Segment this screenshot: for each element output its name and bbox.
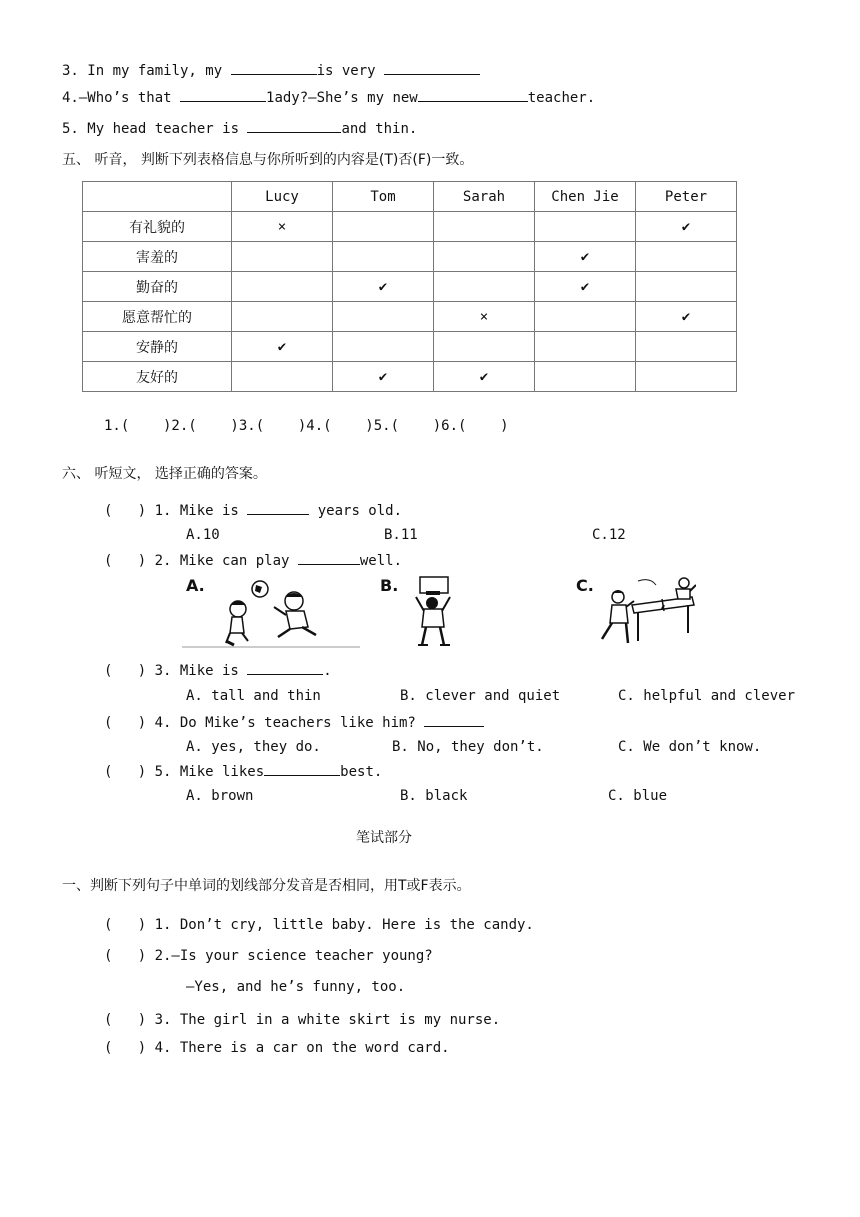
cell-mark [333, 332, 434, 362]
cell-mark [333, 302, 434, 332]
cell-mark [636, 362, 737, 392]
q2-option-a-label[interactable]: A. [186, 576, 205, 595]
answer-blank[interactable] [231, 60, 317, 75]
q4-option-a[interactable]: A. yes, they do. [186, 739, 321, 755]
cell-mark: ✔ [535, 272, 636, 302]
q3-option-a[interactable]: A. tall and thin [186, 688, 321, 704]
written-heading: 笔试部分 [356, 830, 412, 846]
table-corner [83, 182, 232, 212]
question-5: ( ) 5. Mike likes best. [104, 761, 382, 782]
cell-mark [636, 242, 737, 272]
trait-table [82, 181, 737, 392]
question-3: ( ) 3. Mike is . [104, 660, 332, 681]
ping-pong-players-icon[interactable] [598, 575, 696, 649]
basketball-players-icon[interactable] [408, 575, 462, 649]
col-header: Tom [333, 182, 434, 212]
row-label: 愿意帮忙的 [83, 302, 232, 332]
cell-mark [434, 212, 535, 242]
section5-title: 五、 听音， 判断下列表格信息与你所听到的内容是(T)否(F)一致。 [62, 152, 474, 168]
fill-in-3: 3. In my family, my is very [62, 60, 480, 81]
fill-in-5: 5. My head teacher is and thin. [62, 118, 417, 139]
answer-blank[interactable] [180, 87, 266, 102]
cell-mark [535, 332, 636, 362]
table-row [83, 302, 737, 332]
fill-in-4: 4.—Who’s that 1ady?—She’s my new teacher. [62, 87, 595, 108]
football-players-icon[interactable] [182, 575, 360, 649]
cell-mark: ✔ [232, 332, 333, 362]
q5-option-b[interactable]: B. black [400, 788, 468, 804]
cell-mark [535, 302, 636, 332]
answer-blank[interactable] [247, 118, 341, 133]
answer-blank[interactable] [298, 550, 360, 565]
cell-mark [636, 272, 737, 302]
row-label: 勤奋的 [83, 272, 232, 302]
cell-mark [434, 332, 535, 362]
q2-option-b-label[interactable]: B. [380, 576, 399, 595]
col-header: Lucy [232, 182, 333, 212]
col-header: Chen Jie [535, 182, 636, 212]
q3-option-b[interactable]: B. clever and quiet [400, 688, 561, 704]
q1-option-c[interactable]: C.12 [592, 527, 626, 543]
q5-option-a[interactable]: A. brown [186, 788, 254, 804]
answers-line[interactable]: 1.( )2.( )3.( )4.( )5.( )6.( ) [104, 418, 509, 434]
written-item-2: ( ) 2.—Is your science teacher young? [104, 948, 433, 964]
written-item-1: ( ) 1. Don’t cry, little baby. Here is the candy. [104, 917, 534, 933]
cell-mark [232, 242, 333, 272]
row-label: 安静的 [83, 332, 232, 362]
table-row [83, 272, 737, 302]
written-item-2-reply: —Yes, and he’s funny, too. [186, 979, 406, 995]
q4-option-c[interactable]: C. We don’t know. [618, 739, 762, 755]
cell-mark: ✔ [333, 272, 434, 302]
written-item-4: ( ) 4. There is a car on the word card. [104, 1040, 450, 1056]
cell-mark [636, 332, 737, 362]
cell-mark: × [434, 302, 535, 332]
row-label: 有礼貌的 [83, 212, 232, 242]
cell-mark [333, 242, 434, 272]
table-row [83, 212, 737, 242]
table-row [83, 242, 737, 272]
cell-mark: ✔ [636, 302, 737, 332]
question-1: ( ) 1. Mike is years old. [104, 500, 402, 521]
cell-mark [333, 212, 434, 242]
col-header: Peter [636, 182, 737, 212]
cell-mark: ✔ [333, 362, 434, 392]
cell-mark [232, 302, 333, 332]
q1-option-a[interactable]: A.10 [186, 527, 220, 543]
answer-blank[interactable] [247, 500, 309, 515]
q1-option-b[interactable]: B.11 [384, 527, 418, 543]
answer-blank[interactable] [418, 87, 528, 102]
written-section1-title: 一、判断下列句子中单词的划线部分发音是否相同，用T或F表示。 [62, 878, 471, 894]
q5-option-c[interactable]: C. blue [608, 788, 668, 804]
cell-mark [535, 212, 636, 242]
cell-mark: × [232, 212, 333, 242]
question-4: ( ) 4. Do Mike’s teachers like him? [104, 712, 484, 733]
cell-mark: ✔ [535, 242, 636, 272]
row-label: 害羞的 [83, 242, 232, 272]
row-label: 友好的 [83, 362, 232, 392]
answer-blank[interactable] [384, 60, 480, 75]
written-item-3: ( ) 3. The girl in a white skirt is my nurse. [104, 1012, 501, 1028]
col-header: Sarah [434, 182, 535, 212]
answer-blank[interactable] [264, 761, 340, 776]
cell-mark: ✔ [636, 212, 737, 242]
cell-mark [535, 362, 636, 392]
cell-mark [434, 242, 535, 272]
question-2: ( ) 2. Mike can play well. [104, 550, 402, 571]
q4-option-b[interactable]: B. No, they don’t. [392, 739, 544, 755]
answer-blank[interactable] [424, 712, 484, 727]
table-row [83, 362, 737, 392]
cell-mark [434, 272, 535, 302]
cell-mark [232, 362, 333, 392]
cell-mark: ✔ [434, 362, 535, 392]
cell-mark [232, 272, 333, 302]
q2-option-c-label[interactable]: C. [576, 576, 594, 595]
section6-title: 六、 听短文， 选择正确的答案。 [62, 466, 267, 482]
q3-option-c[interactable]: C. helpful and clever [618, 688, 796, 704]
table-row [83, 332, 737, 362]
answer-blank[interactable] [247, 660, 323, 675]
